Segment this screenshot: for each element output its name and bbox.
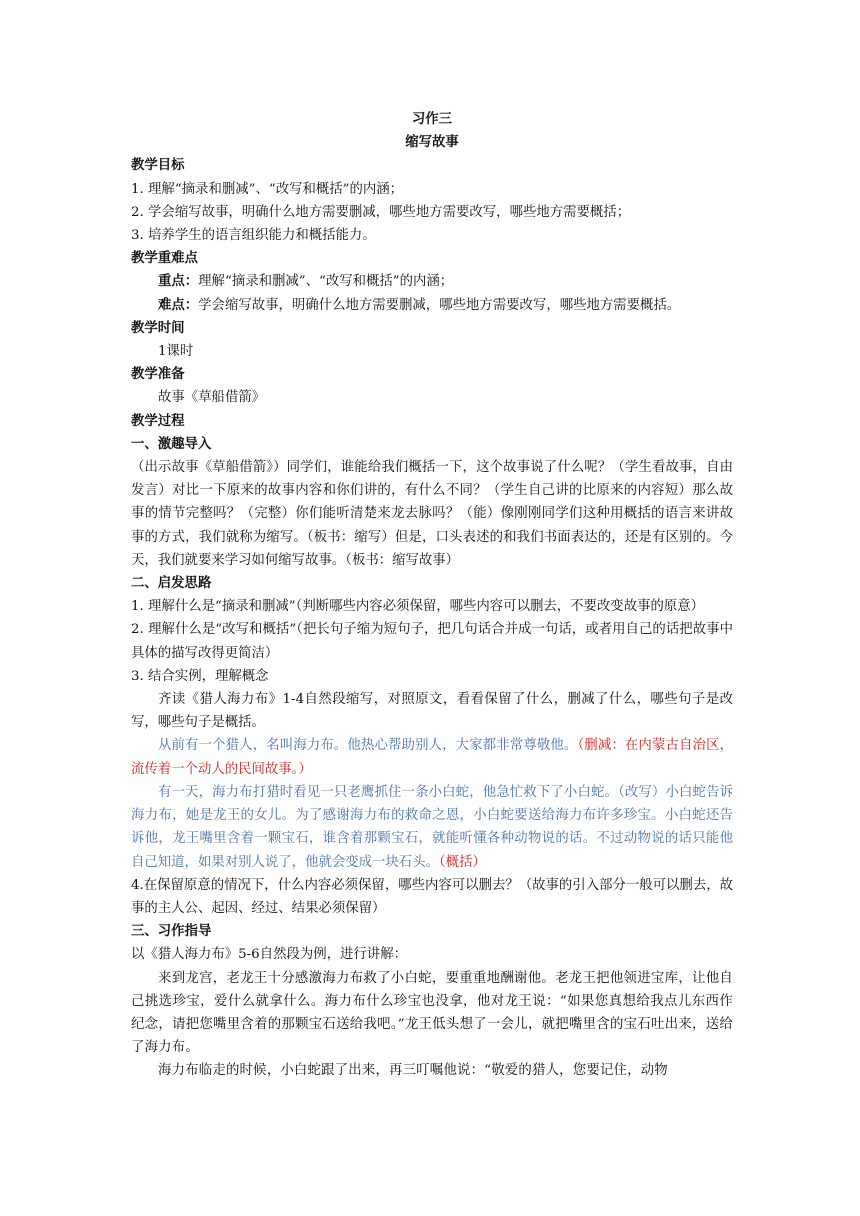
example-1-text: 从前有一个猎人，名叫海力布。他热心帮助别人，大家都非常尊敬他。 [158,738,578,754]
heading-process: 教学过程 [131,412,185,429]
example-1-note: （删减：在内蒙古自治区，流传着一个动人的民间故事。） [131,738,733,777]
goal-item-2: 2. 学会缩写故事，明确什么地方需要删减，哪些地方需要改写，哪些地方需要概括； [131,204,631,220]
section-2-item-4: 4.在保留原意的情况下，什么内容必须保留，哪些内容可以删去？（故事的引入部分一般可以删去，故事的主人公、起因、经过、结果必须保留） [131,877,733,916]
example-paragraph-2 [131,781,733,874]
doc-title: 习作三 [411,111,453,127]
difficult-point-text: 学会缩写故事，明确什么地方需要删减，哪些地方需要改写，哪些地方需要概括。 [198,297,681,313]
section-2-title: 二、启发思路 [131,575,212,592]
example-2-note-b: （概括） [438,854,486,870]
heading-time: 教学时间 [131,319,185,336]
key-point-text: 理解“摘录和删减”、“改写和概括”的内涵； [198,274,454,290]
document-body [131,104,733,1083]
teaching-time: 1课时 [158,344,194,360]
example-2-text-b: 小白蛇告诉海力布，她是龙王的女儿。为了感谢海力布的救命之恩，小白蛇要送给海力布许多珍宝。小白蛇还告诉他，龙王嘴里含着一颗宝石，谁含着那颗宝石，就能听懂各种动物说的话。不过动物说的话只能他自己知道，如果对别人说了，他就会变成一块石头。 [131,784,734,870]
difficult-point [131,294,733,317]
section-2-read-instruction: 齐读《猎人海力布》1-4自然段缩写，对照原文，看看保留了什么，删减了什么，哪些句子是改写，哪些句子是概括。 [131,692,733,731]
section-3-paragraph-2: 海力布临走的时候，小白蛇跟了出来，再三叮嘱他说：“敬爱的猎人，您要记住，动物 [158,1063,668,1079]
doc-subtitle: 缩写故事 [405,134,459,151]
heading-key-points: 教学重难点 [131,250,198,267]
key-point [131,270,733,293]
section-2-item-2: 2. 理解什么是“改写和概括”（把长句子缩为短句子，把几句话合并成一句话，或者用自己的话把故事中具体的描写改得更简洁） [131,622,733,661]
example-2-note-a: （改写） [618,784,666,800]
heading-goals: 教学目标 [131,157,185,174]
section-2-item-3: 3. 结合实例，理解概念 [131,668,269,684]
section-1-title: 一、激趣导入 [131,435,212,452]
section-3-title: 三、习作指导 [131,923,212,940]
section-1-text: （出示故事《草船借箭》）同学们，谁能给我们概括一下，这个故事说了什么呢？（学生看故事，自由发言）对比一下原来的故事内容和你们讲的，有什么不同？（学生自己讲的比原来的内容短）那么故事的情节完整吗？（完整）你们能听清楚来龙去脉吗？（能）像刚刚同学们这种用概括的语言来讲故事的方式，我们就称为缩写。（板书：缩写）但是，口头表述的和我们书面表达的，还是有区别的。今天，我们就要来学习如何缩写故事。（板书：缩写故事） [131,460,733,568]
key-point-label: 重点： [158,273,199,290]
goal-item-1: 1. 理解“摘录和删减”、“改写和概括”的内涵； [131,181,404,197]
difficult-point-label: 难点： [158,296,199,313]
section-3-intro: 以《猎人海力布》5-6自然段为例，进行讲解： [131,947,407,963]
section-3-paragraph-1: 来到龙宫，老龙王十分感激海力布救了小白蛇，要重重地酬谢他。老龙王把他领进宝库，让他自己挑选珍宝，爱什么就拿什么。海力布什么珍宝也没拿，他对龙王说：“如果您真想给我点儿东西作纪念，请把您嘴里含着的那颗宝石送给我吧。”龙王低头想了一会儿，就把嘴里含的宝石吐出来，送给了海力布。 [131,970,733,1056]
example-2-text-a: 有一天，海力布打猎时看见一只老鹰抓住一条小白蛇，他急忙救下了小白蛇。 [158,784,619,800]
example-paragraph-1 [131,734,733,780]
teaching-preparation: 故事《草船借箭》 [158,390,266,406]
section-2-item-1: 1. 理解什么是“摘录和删减”（判断哪些内容必须保留，哪些内容可以删去，不要改变故事的原意） [131,599,705,615]
goal-item-3: 3. 培养学生的语言组织能力和概括能力。 [131,228,376,244]
heading-preparation: 教学准备 [131,366,185,383]
